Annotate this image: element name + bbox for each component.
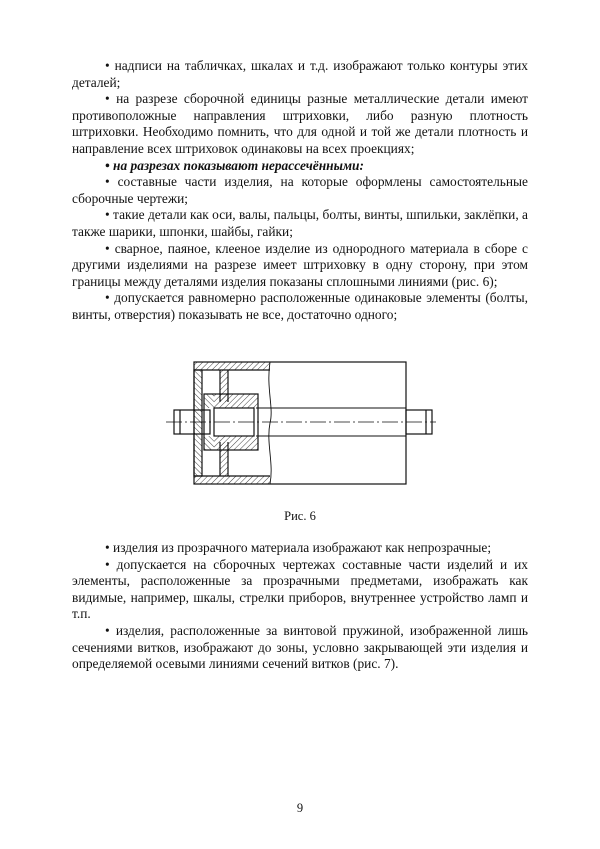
paragraph-1: • надписи на табличках, шкалах и т.д. изображают только контуры этих деталей; bbox=[72, 58, 528, 90]
paragraph-3-emphasis: • на разрезах показывают нерассечёнными: bbox=[105, 157, 364, 173]
assembly-drawing-figure bbox=[160, 348, 440, 498]
paragraph-9: • допускается на сборочных чертежах составные части изделий и их элементы, расположенные за прозрачными предметами, изображать как видимые, например, шкалы, стрелки приборов, внутреннее устройство ламп и т.п. bbox=[72, 556, 528, 622]
paragraph-5: • такие детали как оси, валы, пальцы, болты, винты, шпильки, заклёпки, а также шарики, шпонки, шайбы, гайки; bbox=[72, 207, 528, 239]
paragraph-4: • составные части изделия, на которые оформлены самостоятельные сборочные чертежи; bbox=[72, 174, 528, 206]
end-plate-hatch bbox=[194, 370, 202, 476]
figure-caption: Рис. 6 bbox=[284, 509, 316, 523]
paragraph-6: • сварное, паяное, клееное изделие из однородного материала в сборе с другими изделиями на разрезе имеет штриховку в одну сторону, при этом границы между деталями изделия показаны сплошными линиями (рис. 6); bbox=[72, 240, 528, 289]
drawing-lines bbox=[174, 362, 432, 484]
paragraph-10: • изделия, расположенные за винтовой пружиной, изображенной лишь сечениями витков, изображают до зоны, условно закрывающей эти изделия и определяемой осевыми линиями сечений витков (рис. 7). bbox=[72, 622, 528, 672]
text-block-bottom bbox=[72, 540, 528, 673]
shell-hatch-bottom bbox=[194, 476, 270, 484]
paragraph-8: • изделия из прозрачного материала изображают как непрозрачные; bbox=[105, 540, 492, 555]
page-number: 9 bbox=[296, 801, 304, 815]
paragraph-2: • на разрезе сборочной единицы разные металлические детали имеют противоположные направления штриховки, либо разную плотность штриховки. Необходимо помнить, что для одной и той же детали плотность и направление всех штриховок одинаковы на всех проекциях; bbox=[72, 91, 528, 156]
shell-hatch-top bbox=[194, 362, 270, 370]
text-block-top bbox=[72, 58, 528, 324]
paragraph-7: • допускается равномерно расположенные одинаковые элементы (болты, винты, отверстия) показывать не все, достаточно одного; bbox=[72, 290, 528, 322]
